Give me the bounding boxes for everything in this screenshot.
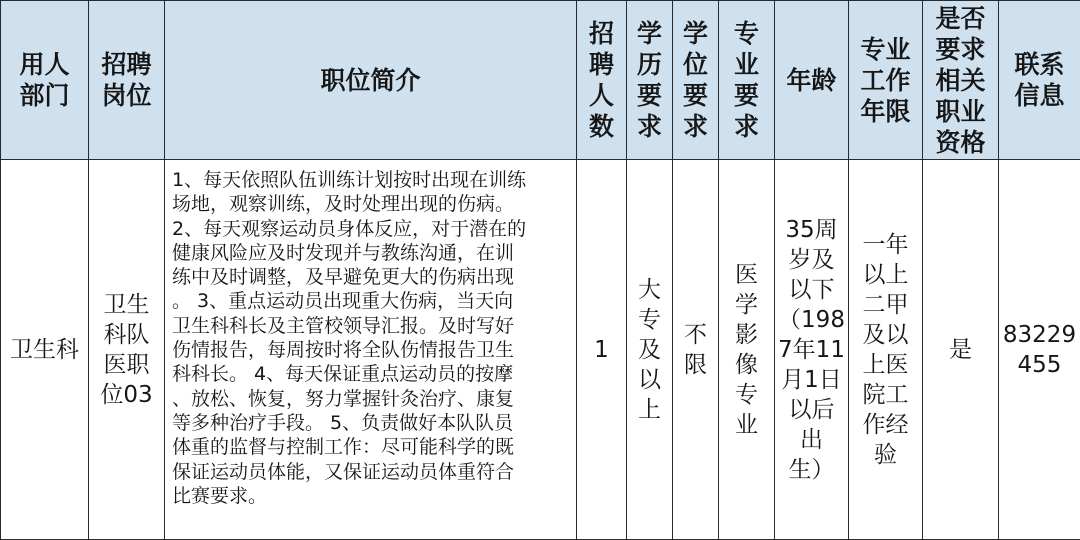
contact-value: 83229 455 <box>1002 321 1077 378</box>
cell-qualification <box>923 160 999 540</box>
table-row <box>1 160 1080 540</box>
header-count <box>577 1 627 160</box>
header-intro-label: 职位简介 <box>320 65 421 95</box>
header-major <box>719 1 775 160</box>
qualification-value: 是 <box>949 336 972 363</box>
header-contact-label: 联系 信息 <box>1014 50 1065 110</box>
header-experience <box>849 1 923 160</box>
header-experience-label: 专业 工作 年限 <box>860 34 911 126</box>
header-degree <box>673 1 719 160</box>
count-value: 1 <box>594 336 609 363</box>
cell-contact <box>999 160 1080 540</box>
major-value: 医 学 影 像 专 业 <box>735 261 758 438</box>
header-age-label: 年龄 <box>786 65 837 95</box>
dept-value: 卫生科 <box>10 336 79 363</box>
header-post <box>89 1 165 160</box>
header-intro <box>165 1 577 160</box>
header-post-label: 招聘 岗位 <box>101 50 152 110</box>
edu-value: 大 专 及 以 上 <box>638 276 661 423</box>
cell-dept <box>1 160 89 540</box>
age-value: 35周 岁及 以下 （198 7年11 月1日 以后 出 生） <box>778 216 845 483</box>
cell-major <box>719 160 775 540</box>
cell-post <box>89 160 165 540</box>
header-contact <box>999 1 1080 160</box>
cell-experience <box>849 160 923 540</box>
intro-value: 1、每天依照队伍训练计划按时出现在训练 场地，观察训练，及时处理出现的伤病。 2、每天观察运动员身体反应，对于潜在的 健康风险应及时发现并与教练沟通，在训 练中及时调整，及早避免更大的伤病出现 。 3、重点运动员出现重大伤病，当天向 卫生科科长及主管校领导汇报。及时写好 伤情报告，每周按时将全队伤情报告卫生 科科长。 4、每天保证重点运动员的按摩 、放松、恢复，努力掌握针灸治疗、康复 等多种治疗手段。 5、负责做好本队队员 体重的监督与控制工作：尽可能科学的既 保证运动员体能，又保证运动员体重符合 比赛要求。 <box>172 169 527 507</box>
cell-age <box>775 160 849 540</box>
post-value: 卫生 科队 医职 位03 <box>100 291 153 408</box>
header-qualification <box>923 1 999 160</box>
header-dept <box>1 1 89 160</box>
header-row <box>1 1 1080 160</box>
header-dept-label: 用人 部门 <box>19 50 70 110</box>
header-count-label: 招 聘 人 数 <box>588 19 614 141</box>
header-edu-label: 学 历 要 求 <box>636 19 662 141</box>
header-edu <box>627 1 673 160</box>
header-age <box>775 1 849 160</box>
experience-value: 一年 以上 二甲 及以 上医 院工 作经 验 <box>862 231 909 468</box>
cell-count <box>577 160 627 540</box>
degree-value: 不 限 <box>684 321 707 378</box>
header-major-label: 专 业 要 求 <box>733 19 759 141</box>
header-degree-label: 学 位 要 求 <box>682 19 708 141</box>
cell-degree <box>673 160 719 540</box>
cell-edu <box>627 160 673 540</box>
cell-intro <box>165 160 577 540</box>
header-qualification-label: 是否 要求 相关 职业 资格 <box>935 3 986 157</box>
